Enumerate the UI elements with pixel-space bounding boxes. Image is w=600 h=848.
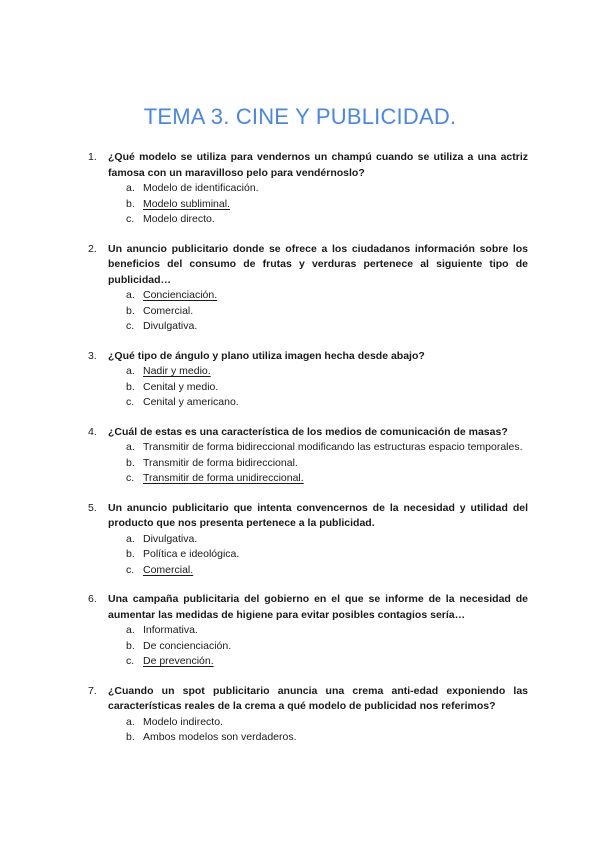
option-letter: c.	[126, 655, 135, 667]
option-text: Divulgativa.	[143, 320, 198, 332]
answer-option	[108, 715, 528, 731]
option-text: Cenital y americano.	[143, 396, 239, 408]
option-letter: a.	[126, 532, 135, 545]
question-item	[0, 150, 600, 228]
question-number: 6.	[88, 593, 97, 605]
answer-option	[108, 319, 528, 335]
question-text: Un anuncio publicitario donde se ofrece a los ciudadanos información sobre los beneficios del consumo de frutas y verduras pertenece al siguiente tipo de publicidad…	[108, 242, 528, 286]
option-letter: a.	[126, 441, 135, 453]
option-text: Divulgativa.	[143, 532, 198, 545]
question-number: 1.	[88, 151, 97, 163]
question-item	[0, 501, 600, 579]
question-item	[0, 684, 600, 746]
option-letter: a.	[126, 182, 135, 194]
question-number: 4.	[88, 425, 97, 438]
option-text: Transmitir de forma bidireccional.	[143, 456, 298, 469]
option-letter: a.	[126, 624, 135, 636]
option-letter: b.	[126, 380, 135, 393]
question-item	[0, 425, 600, 487]
question-text: ¿Cuál de estas es una característica de los medios de comunicación de masas?	[108, 425, 508, 438]
answer-option	[108, 197, 528, 213]
option-list	[108, 288, 528, 335]
option-list	[108, 364, 528, 411]
page-title: TEMA 3. CINE Y PUBLICIDAD.	[143, 104, 457, 129]
question-text: Una campaña publicitaria del gobierno en el que se informe de la necesidad de aumentar las medidas de higiene para evitar posibles contagios sería…	[108, 593, 528, 621]
correct-answer-text: De prevención.	[143, 655, 214, 667]
question-number: 2.	[88, 242, 97, 255]
option-list	[108, 623, 528, 670]
option-text: Transmitir de forma bidireccional modificando las estructuras espacio temporales.	[143, 441, 523, 453]
question-text: ¿Qué tipo de ángulo y plano utiliza imagen hecha desde abajo?	[108, 349, 425, 362]
answer-option	[108, 440, 528, 456]
option-text: Modelo directo.	[143, 213, 215, 225]
correct-answer-text: Transmitir de forma unidireccional.	[143, 472, 304, 484]
answer-option	[108, 471, 528, 487]
option-letter: a.	[126, 289, 135, 301]
option-text: Modelo de identificación.	[143, 182, 259, 194]
question-text: ¿Qué modelo se utiliza para vendernos un champú cuando se utiliza a una actriz famosa con un maravilloso pelo para vendérnoslo?	[108, 151, 528, 179]
answer-option	[108, 288, 528, 304]
option-letter: a.	[126, 715, 135, 728]
question-text: ¿Cuando un spot publicitario anuncia una crema anti-edad exponiendo las características reales de la crema a qué modelo de publicidad nos referimos?	[108, 684, 528, 712]
answer-option	[108, 380, 528, 396]
option-letter: a.	[126, 365, 135, 377]
option-list	[108, 181, 528, 228]
answer-option	[108, 730, 528, 746]
option-text: De concienciación.	[143, 639, 232, 652]
answer-option	[108, 563, 528, 579]
option-letter: b.	[126, 197, 135, 210]
option-list	[108, 440, 528, 487]
option-letter: b.	[126, 548, 135, 560]
question-item	[0, 592, 600, 670]
option-letter: c.	[126, 213, 135, 225]
answer-option	[108, 623, 528, 639]
option-letter: c.	[126, 472, 135, 484]
option-letter: c.	[126, 320, 135, 332]
answer-option	[108, 304, 528, 320]
answer-option	[108, 547, 528, 563]
correct-answer-text: Nadir y medio.	[143, 365, 211, 377]
option-letter: b.	[126, 304, 135, 317]
option-list	[108, 532, 528, 579]
answer-option	[108, 212, 528, 228]
question-item	[0, 242, 600, 335]
option-text: Informativa.	[143, 624, 198, 636]
option-text: Comercial.	[143, 304, 194, 317]
correct-answer-text: Concienciación.	[143, 289, 218, 301]
question-item	[0, 349, 600, 411]
option-text: Política e ideológica.	[143, 548, 240, 560]
option-letter: c.	[126, 563, 135, 576]
option-text: Ambos modelos son verdaderos.	[143, 731, 297, 743]
question-list	[0, 150, 600, 760]
correct-answer-text: Comercial.	[143, 563, 194, 576]
answer-option	[108, 639, 528, 655]
answer-option	[108, 395, 528, 411]
option-text: Cenital y medio.	[143, 380, 219, 393]
answer-option	[108, 181, 528, 197]
answer-option	[108, 364, 528, 380]
answer-option	[108, 456, 528, 472]
option-list	[108, 715, 528, 746]
option-letter: c.	[126, 396, 135, 408]
option-letter: b.	[126, 731, 135, 743]
question-number: 3.	[88, 349, 97, 362]
option-text: Modelo indirecto.	[143, 715, 223, 728]
question-text: Un anuncio publicitario que intenta convencernos de la necesidad y utilidad del producto que nos presenta pertenece a la publicidad.	[108, 501, 528, 529]
question-number: 5.	[88, 501, 97, 514]
option-letter: b.	[126, 639, 135, 652]
correct-answer-text: Modelo subliminal.	[143, 197, 230, 210]
option-letter: b.	[126, 456, 135, 469]
question-number: 7.	[88, 684, 97, 697]
answer-option	[108, 654, 528, 670]
answer-option	[108, 532, 528, 548]
